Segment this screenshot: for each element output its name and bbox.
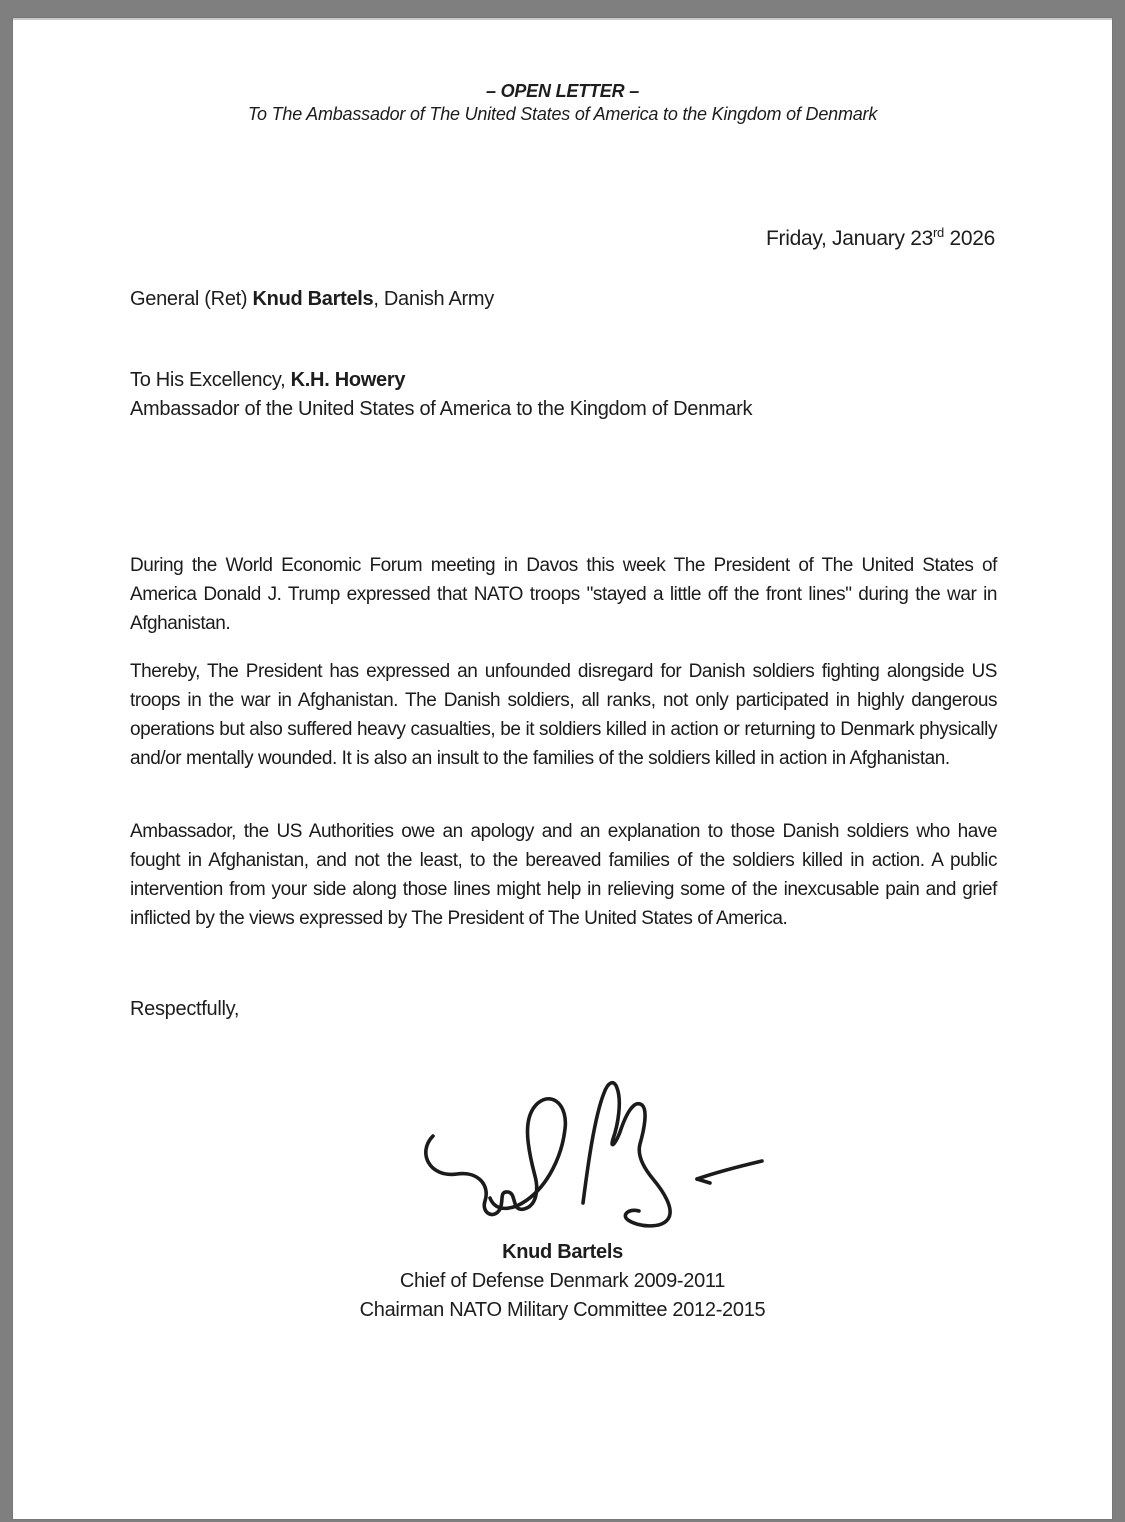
date-prefix: Friday, January 23 xyxy=(766,227,933,250)
recipient-name: K.H. Howery xyxy=(290,369,406,391)
recipient-title-line: Ambassador of the United States of America to the Kingdom of Denmark xyxy=(130,398,753,420)
date-ordinal-superscript: rd xyxy=(932,225,944,240)
letter-page xyxy=(13,18,1112,1519)
signatory-title-2: Chairman NATO Military Committee 2012-2015 xyxy=(359,1299,766,1321)
signatory-block xyxy=(13,1238,1112,1325)
recipient-name-line xyxy=(130,366,995,395)
sender-line xyxy=(130,288,995,311)
sender-name: Knud Bartels xyxy=(252,288,374,310)
body-paragraph: Ambassador, the US Authorities owe an apology and an explanation to those Danish soldiers who have fought in Afghanistan, and not the least, to the bereaved families of the soldiers killed in action. A public intervention from your side along those lines might help in relieving some of the inexcusable pain and grief inflicted by the views expressed by The President of The United States of America. xyxy=(130,821,997,929)
date-line xyxy=(130,227,995,251)
sender-army: , Danish Army xyxy=(373,288,494,310)
letter-subtitle: To The Ambassador of The United States of America to the Kingdom of Denmark xyxy=(247,104,878,124)
body-paragraph: During the World Economic Forum meeting in Davos this week The President of The United States of America Donald J. Trump expressed that NATO troops "stayed a little off the front lines" during the war in Afghanistan. xyxy=(130,555,997,634)
handwritten-signature-icon xyxy=(405,1072,775,1247)
date-suffix: 2026 xyxy=(943,227,995,250)
open-letter-title: – OPEN LETTER – xyxy=(485,81,640,101)
letter-header xyxy=(13,80,1112,126)
signatory-name: Knud Bartels xyxy=(502,1241,623,1263)
body-paragraph: Thereby, The President has expressed an unfounded disregard for Danish soldiers fighting alongside US troops in the war in Afghanistan. The Danish soldiers, all ranks, not only participated in highly dangerous operations but also suffered heavy casualties, be it soldiers killed in action or returning to Denmark physically and/or mentally wounded. It is also an insult to the families of the soldiers killed in action in Afghanistan. xyxy=(130,661,997,769)
signatory-title-1: Chief of Defense Denmark 2009-2011 xyxy=(399,1270,726,1292)
recipient-block xyxy=(130,366,995,424)
sender-rank: General (Ret) xyxy=(130,288,253,310)
recipient-salutation: To His Excellency, xyxy=(130,369,291,391)
signature-area xyxy=(405,1072,775,1247)
closing-salutation: Respectfully, xyxy=(130,998,240,1020)
